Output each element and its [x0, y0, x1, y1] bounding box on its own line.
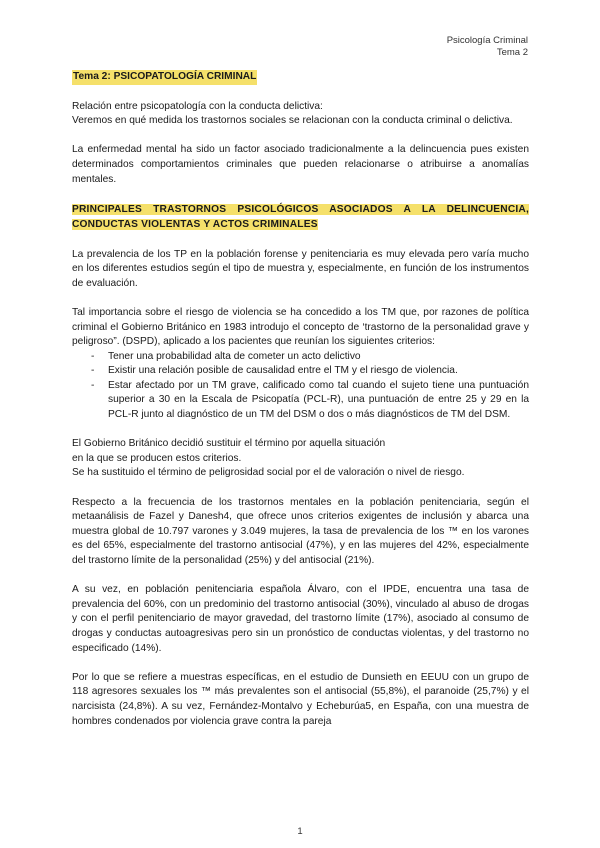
section-heading-wrapper [72, 202, 529, 233]
paragraph-muestras: Por lo que se refiere a muestras específicas, en el estudio de Dunsieth en EEUU con un grupo de 118 agresores sexuales los ™ más prevalentes son el antisocial (55,8%), el paranoide (25,7%) y el narcisista (24,8%). A su vez, Fernández-Montalvo y Echeburúa5, en España, con una muestra de hombres condenados por violencia grave contra la pareja [72, 671, 529, 727]
gobierno-line-3: Se ha sustituido el término de peligrosidad social por el de valoración o nivel de riesgo. [72, 467, 465, 479]
list-item: - Tener una probabilidad alta de cometer un acto delictivo [91, 350, 529, 365]
paragraph-enfermedad: La enfermedad mental ha sido un factor asociado tradicionalmente a la delincuencia pues existen determinados comportamientos criminales que pueden relacionarse o atribuirse a anomalías mentales. [72, 144, 529, 185]
intro-line-2: Veremos en qué medida los trastornos sociales se relacionan con la conducta criminal o delictiva. [72, 115, 513, 127]
paragraph-frecuencia: Respecto a la frecuencia de los trastornos mentales en la población penitenciaria, según el metaanálisis de Fazel y Danesh4, que ofrece unos criterios exigentes de inclusión y abarca una muestra global de 10.797 varones y 3.049 mujeres, la tasa de prevalencia de los ™ en los varones es del 65%, especialmente del trastorno antisocial (47%), y en las mujeres del 42%, especialmente del trastorno límite de la personalidad (25%) y del antisocial (21%). [72, 496, 529, 566]
intro-line-1: Relación entre psicopatología con la conducta delictiva: [72, 100, 323, 112]
section-heading: PRINCIPALES TRASTORNOS PSICOLÓGICOS ASOCIADOS A LA DELINCUENCIA, CONDUCTAS VIOLENTAS Y ACTOS CRIMINALES [72, 203, 529, 231]
criteria-list [72, 350, 529, 423]
list-item: - Estar afectado por un TM grave, calificado como tal cuando el sujeto tiene una puntuación superior a 30 en la Escala de Psicopatía (PCL-R), una puntuación de entre 25 y 29 en la PCL-R junto al diagnóstico de un TM del DSM o dos o más diagnósticos de TM del DSM. [91, 379, 529, 423]
document-title: Tema 2: PSICOPATOLOGÍA CRIMINAL [72, 70, 257, 85]
document-body [72, 70, 529, 744]
header-course: Psicología Criminal [446, 35, 528, 46]
gobierno-line-2: en la que se producen estos criterios. [72, 452, 242, 464]
page-header [447, 35, 528, 59]
intro-paragraph [72, 100, 529, 129]
paragraph-importancia: Tal importancia sobre el riesgo de violencia se ha concedido a los TM que, por razones de política criminal el Gobierno Británico en 1983 introdujo el concepto de ‘trastorno de la personalidad grave y peligroso”. (DSPD), aplicado a los pacientes que reunían los siguientes criterios: [72, 306, 529, 348]
list-item: - Existir una relación posible de causalidad entre el TM y el riesgo de violencia. [91, 364, 529, 379]
gobierno-line-1: El Gobierno Británico decidió sustituir el término por aquella situación [72, 438, 386, 450]
page-number: 1 [297, 826, 303, 837]
paragraph-espanola: A su vez, en población penitenciaria española Álvaro, con el IPDE, encuentra una tasa de prevalencia del 60%, con un predominio del trastorno antisocial (30%), vinculado al abuso de drogas y con el perfil penitenciario de mayor gravedad, del trastorno límite (17%), asociado al consumo de drogas y conductas autoagresivas pero sin un pronóstico de conductas violentas, y del trastorno no especificado (14%). [72, 584, 529, 654]
paragraph-gobierno [72, 437, 529, 481]
header-topic: Tema 2 [496, 47, 528, 58]
paragraph-prevalencia: La prevalencia de los TP en la población forense y penitenciaria es muy elevada pero varía mucho en los diferentes estudios según el tipo de muestra y, especialmente, en función de los instrumentos de evaluación. [72, 248, 529, 289]
